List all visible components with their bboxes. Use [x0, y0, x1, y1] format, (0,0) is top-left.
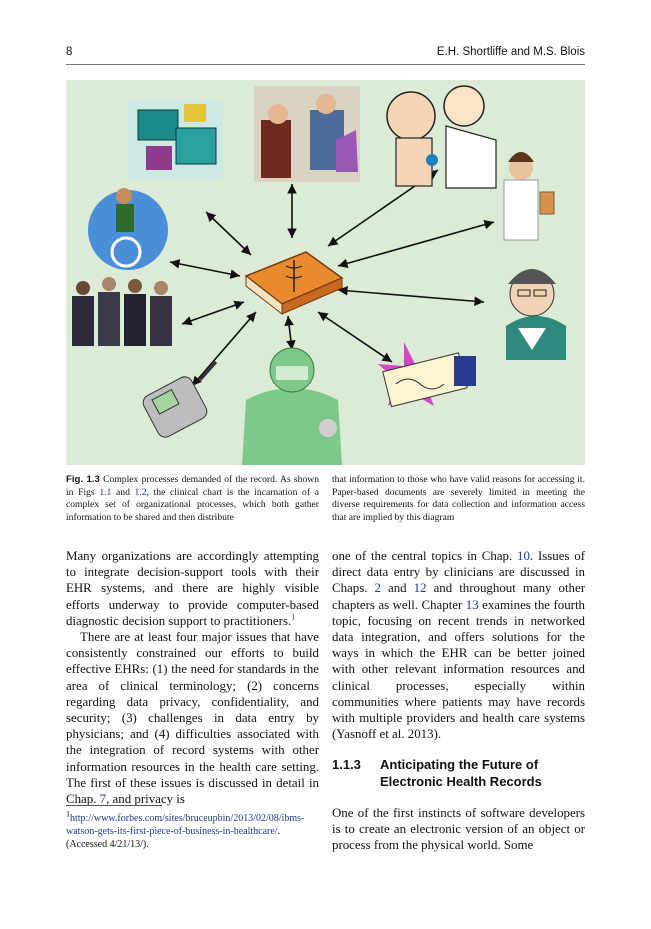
fig-ref-1-2[interactable]: 1.2: [134, 486, 147, 498]
arrow-signature: [318, 312, 392, 362]
patients-clinicians-clipart-icon: [254, 86, 360, 182]
arrow-business: [182, 302, 244, 324]
physician-clipart-icon: [506, 269, 566, 360]
wheelchair-patient-clipart-icon: [88, 188, 168, 270]
page-number: 8: [66, 46, 73, 58]
right-column-continued: [332, 805, 585, 854]
medical-record-book-icon: [246, 252, 342, 314]
chap-ref-13[interactable]: 13: [465, 597, 479, 612]
figure-1-3: [66, 80, 585, 465]
arrow-computer: [206, 212, 251, 255]
paragraph: There are at least four major issues that have consistently constrained our efforts to build effective EHRs: (1) the need for standards in the area of clinical terminology; (2) concerns regarding data privacy, confidentiality, and security; (3) challenges in data entry by physicians; and (4) difficulties associated with the integration of record systems with other information resources in the health care setting. The first of these issues is discussed in detail in Chap. 7, and privacy is: [66, 630, 319, 807]
arrow-wheelchair: [170, 262, 240, 276]
business-people-clipart-icon: [72, 277, 172, 346]
paragraph: Many organizations are accordingly attempting to integrate decision-support tools with their EHR systems, and there are highly visible efforts underway to provide computer-based diagnostic decision support to practitioners.$^1$: [66, 549, 319, 628]
chap-ref-12[interactable]: 12: [413, 581, 427, 596]
chap-ref-2[interactable]: 2: [374, 581, 381, 596]
figure-label: Fig. 1.3: [66, 474, 100, 485]
nurse-clipboard-clipart-icon: [504, 152, 554, 240]
cellphone-clipart-icon: [140, 362, 216, 440]
arrow-nurse: [338, 222, 494, 266]
fig-ref-1-1[interactable]: 1.1: [99, 486, 112, 498]
footnote-mark: 1: [66, 809, 70, 819]
paragraph: One of the first instincts of software developers is to create an electronic version of an object or process from the physical world. Some: [332, 806, 585, 853]
arrow-phone: [192, 312, 256, 386]
footnote-rule: [66, 805, 162, 806]
footnote-ref[interactable]: 1: [291, 612, 296, 622]
footnote-link[interactable]: http://www.forbes.com/sites/bruceupbin/2013/02/08/ibms-watson-gets-its-first-piece-of-business-in-healthcare/: [66, 813, 305, 837]
arrow-surgeon: [288, 316, 292, 350]
section-number: 1.1.3: [332, 757, 361, 772]
right-column: [332, 548, 585, 742]
footnote: $^1$http://www.forbes.com/sites/bruceupbin/2013/02/08/ibms-watson-gets-its-first-piece-of-business-in-healthcare/. (Accessed 4/21/13/).: [66, 809, 305, 850]
left-column: [66, 548, 319, 807]
chap-ref-7[interactable]: 7: [99, 792, 107, 807]
section-title: Anticipating the Future of Electronic Health Records: [380, 757, 542, 789]
paragraph: one of the central topics in Chap. 10. Issues of direct data entry by clinicians are discussed in Chaps. 2 and 12 and throughout many other chapters as well. Chapter 13 examines the fourth topic, focusing on recent trends in networked data integration, and offers solutions for the ways in which the EHR can be better joined with other relevant information resources and clinical processes, especially within communities where patients may have records with multiple providers and health care systems (Yasnoff et al. 2013).: [332, 549, 586, 742]
signature-document-clipart-icon: [378, 342, 476, 407]
figure-caption-right: that information to those who have valid reasons for accessing it. Paper-based documents are severely limited in meeting the diverse requirements for data collection and information access that are implied by this diagram: [332, 474, 585, 523]
arrow-physician: [338, 290, 484, 302]
doctor-examining-patient-clipart-icon: [387, 86, 496, 188]
running-header: [66, 44, 585, 65]
chap-ref-10[interactable]: 10: [517, 549, 530, 563]
figure-caption-left: Fig. 1.3 Complex processes demanded of the record. As shown in Figs 1.1 and 1.2, the clinical chart is the incarnation of a complex set of organizational processes, which both gather information to be shared and then distribute: [66, 474, 319, 523]
figure-diagram: [66, 80, 585, 465]
computer-clipart-icon: [128, 100, 223, 180]
running-authors: E.H. Shortliffe and M.S. Blois: [436, 46, 585, 58]
surgeon-clipart-icon: [242, 348, 342, 465]
